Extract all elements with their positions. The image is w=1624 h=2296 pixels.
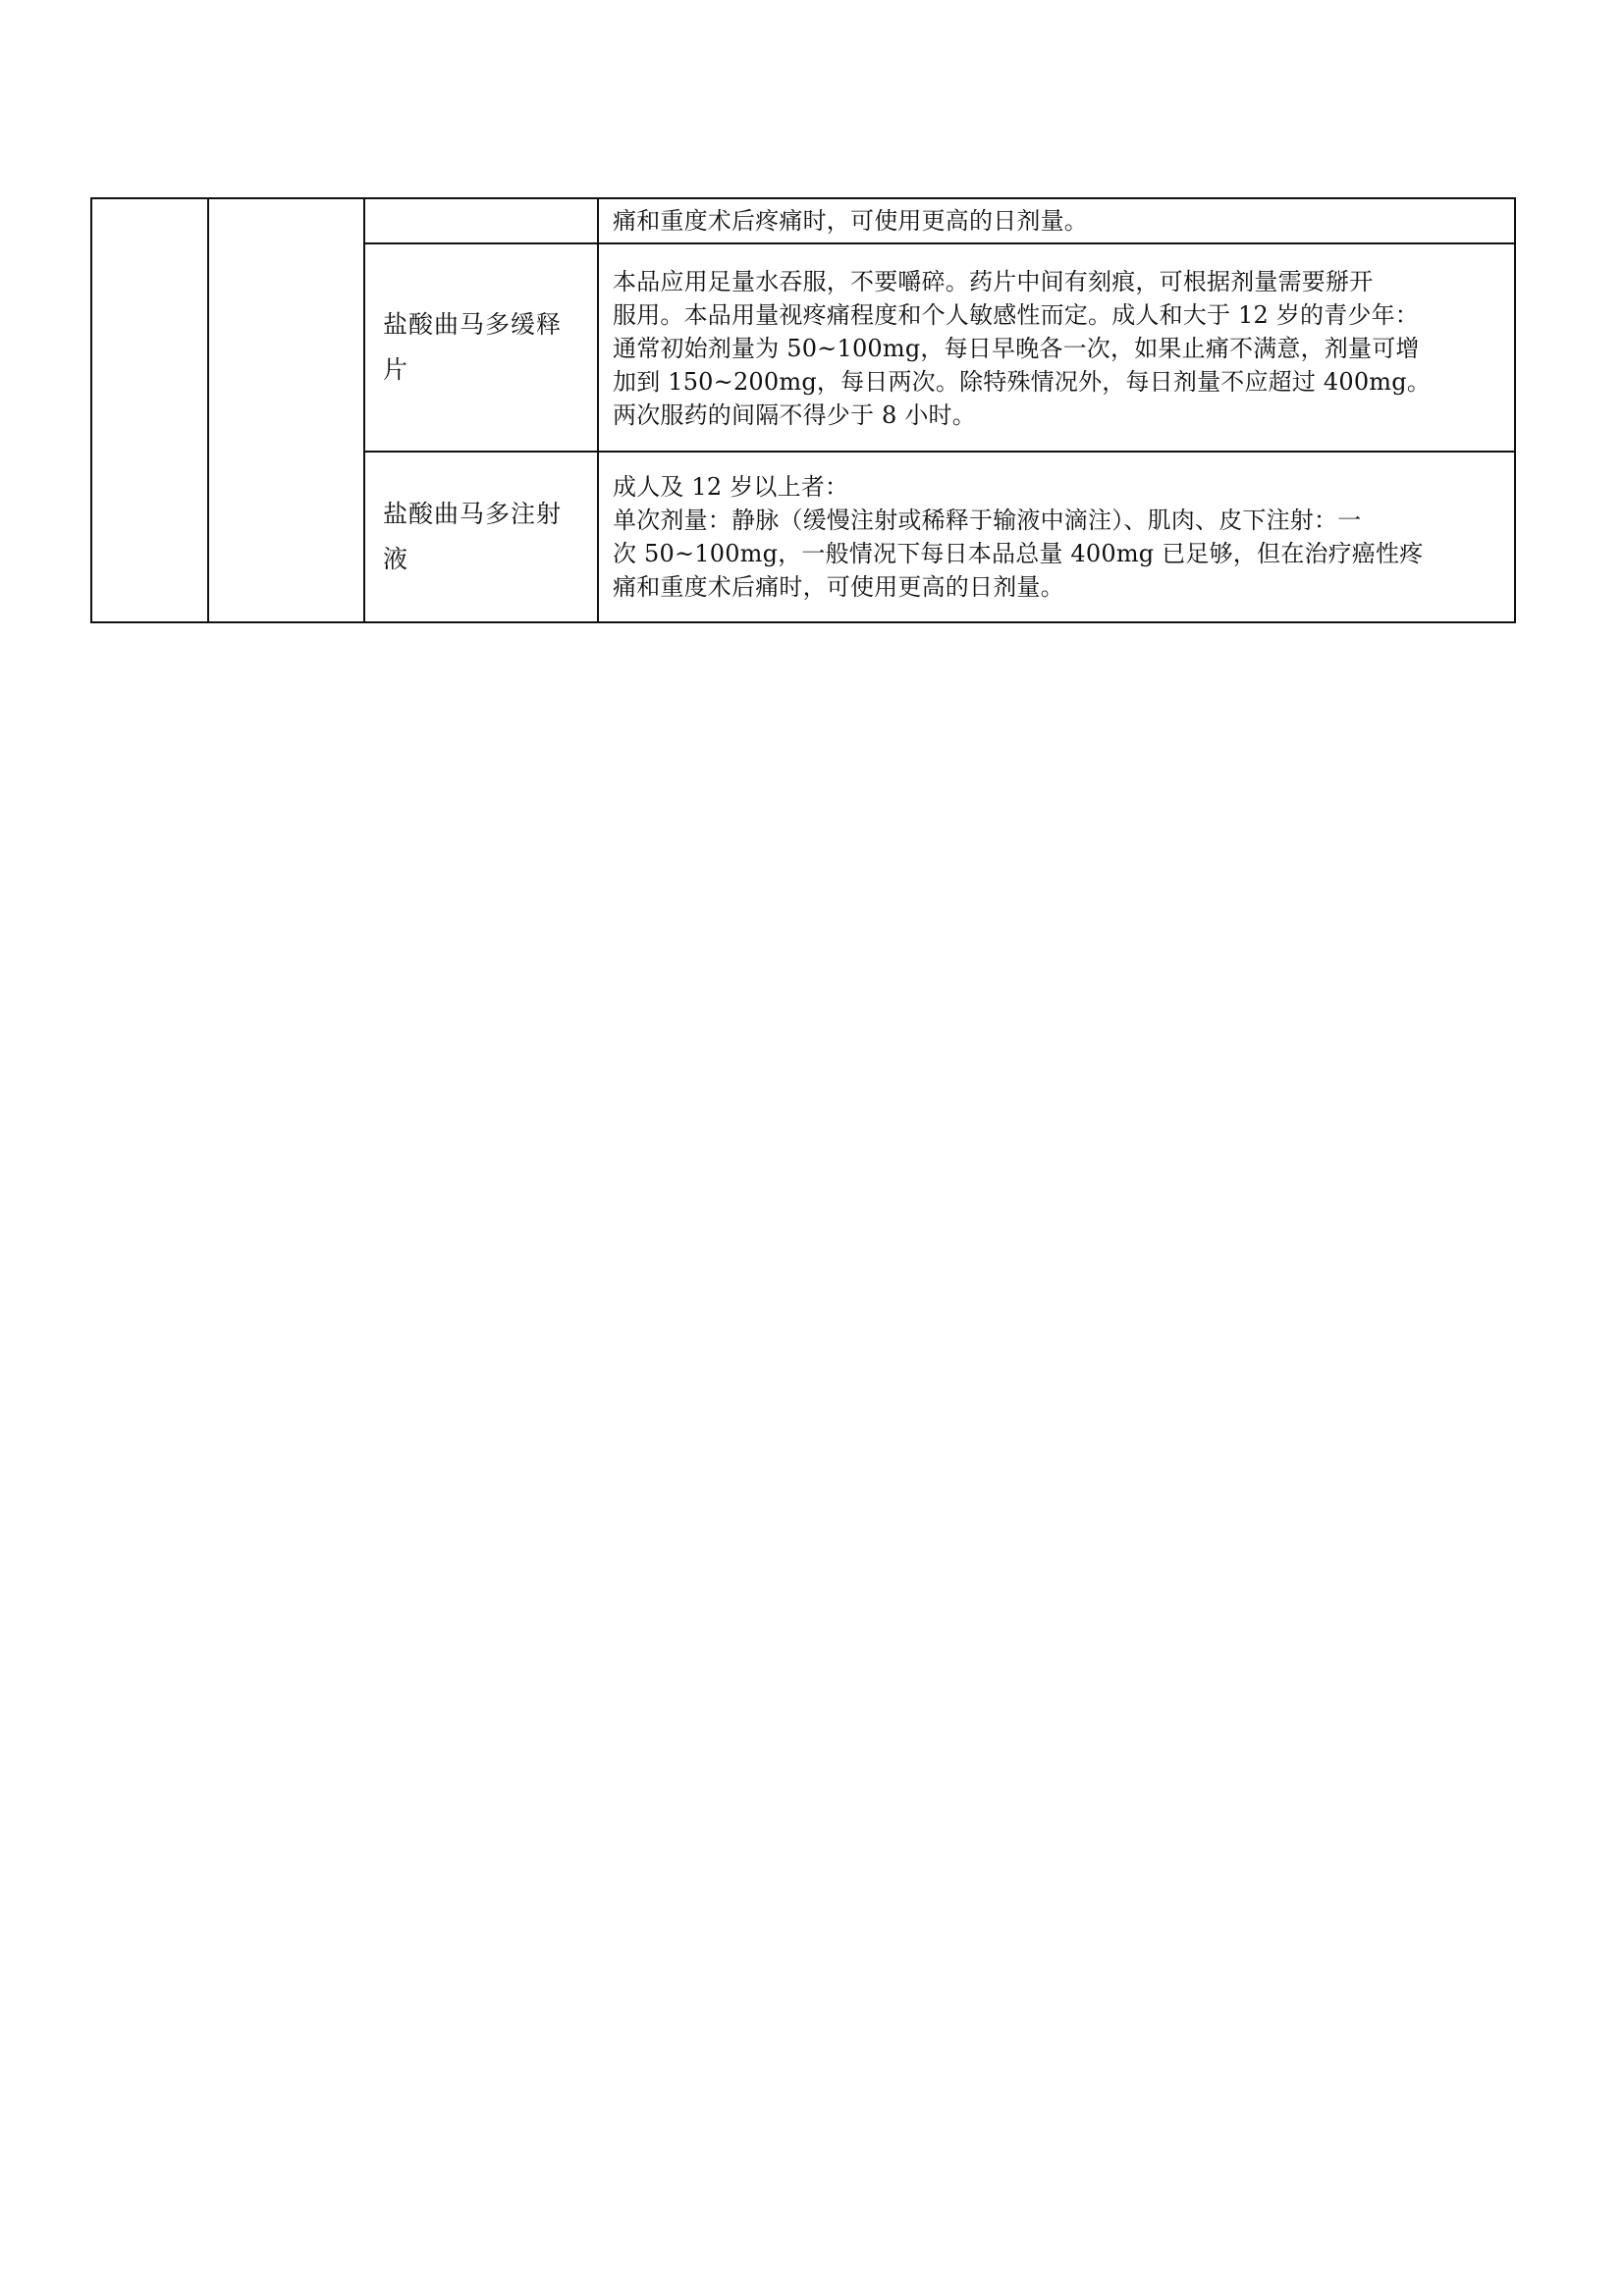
description-line: 加到 150~200mg，每日两次。除特殊情况外，每日剂量不应超过 400mg。 [613,368,1432,396]
description-line: 本品应用足量水吞服，不要嚼碎。药片中间有刻痕，可根据剂量需要掰开 [613,268,1374,295]
description-line: 服用。本品用量视疼痛程度和个人敏感性而定。成人和大于 12 岁的青少年： [613,301,1419,329]
description-line: 成人及 12 岁以上者： [613,473,849,501]
dosage-description-cell [598,198,1515,243]
description-line: 单次剂量：静脉（缓慢注射或稀释于输液中滴注）、肌肉、皮下注射：一 [613,507,1362,534]
merged-empty-cell-1 [91,198,208,622]
drug-name-cell [364,198,598,243]
description-line: 痛和重度术后疼痛时，可使用更高的日剂量。 [613,207,1088,235]
merged-empty-cell-2 [208,198,364,622]
dosage-description-cell [598,243,1515,452]
description-line: 两次服药的间隔不得少于 8 小时。 [613,401,976,429]
dosage-description-cell [598,452,1515,622]
table-row [91,198,1515,243]
description-line: 次 50~100mg，一般情况下每日本品总量 400mg 已足够，但在治疗癌性疼 [613,540,1424,567]
drug-name-cell: 盐酸曲马多注射液 [364,452,598,622]
dosage-table [90,197,1516,623]
drug-name-cell: 盐酸曲马多缓释片 [364,243,598,452]
description-line: 通常初始剂量为 50~100mg，每日早晚各一次，如果止痛不满意，剂量可增 [613,335,1420,362]
description-line: 痛和重度术后痛时，可使用更高的日剂量。 [613,573,1064,601]
